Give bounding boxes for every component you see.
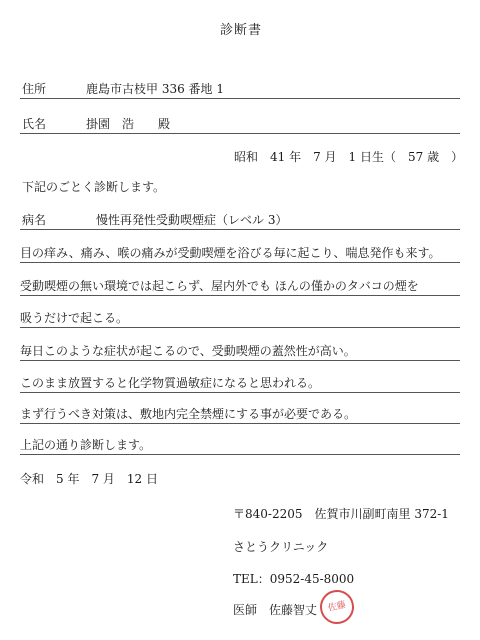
address-value: 鹿島市古枝甲 336 番地 1 bbox=[86, 82, 224, 96]
closing-underline bbox=[20, 454, 460, 455]
patient-name: 掛園 浩 殿 bbox=[86, 117, 171, 131]
birth-date: 昭和 41 年 7 月 1 日生（ 57 歳 ） bbox=[234, 150, 464, 164]
doctor-seal-stamp: 佐藤 bbox=[317, 587, 357, 627]
body-line: このまま放置すると化学物質過敏症になると思われる。 bbox=[20, 376, 321, 390]
diagnosis-value: 慢性再発性受動喫煙症（レベル 3） bbox=[96, 213, 288, 227]
address-underline bbox=[20, 98, 460, 99]
clinic-address: 〒840-2205 佐賀市川副町南里 372-1 bbox=[233, 507, 449, 521]
body-line: 受動喫煙の無い環境では起こらず、屋内外でも ほんの僅かのタバコの煙を bbox=[20, 279, 419, 293]
address-label: 住所 bbox=[22, 82, 47, 96]
issue-date: 令和 5 年 7 月 12 日 bbox=[20, 472, 158, 486]
doctor-name: 医師 佐藤智丈 bbox=[233, 603, 318, 617]
clinic-name: さとうクリニック bbox=[233, 540, 329, 554]
name-underline bbox=[20, 133, 460, 134]
diagnosis-label: 病名 bbox=[22, 213, 47, 227]
body-line-underline bbox=[20, 295, 460, 296]
body-line: 目の痒み、痛み、喉の痛みが受動喫煙を浴びる毎に起こり、喘息発作も来す。 bbox=[20, 246, 441, 260]
body-line-underline bbox=[20, 392, 460, 393]
body-line-underline bbox=[20, 423, 460, 424]
body-line: まず行うべき対策は、敷地内完全禁煙にする事が必要である。 bbox=[20, 407, 357, 421]
body-line-underline bbox=[20, 327, 460, 328]
diagnosis-underline bbox=[20, 229, 460, 230]
body-line: 吸うだけで起こる。 bbox=[20, 311, 129, 325]
document-title: 診断書 bbox=[220, 23, 263, 38]
closing-line: 上記の通り診断します。 bbox=[20, 438, 152, 452]
intro-text: 下記のごとく診断します。 bbox=[22, 180, 166, 194]
body-line-underline bbox=[20, 262, 460, 263]
clinic-phone: TEL：0952-45-8000 bbox=[233, 572, 355, 586]
body-line-underline bbox=[20, 360, 460, 361]
body-line: 毎日このような症状が起こるので、受動喫煙の蓋然性が高い。 bbox=[20, 344, 356, 358]
name-label: 氏名 bbox=[22, 117, 47, 131]
